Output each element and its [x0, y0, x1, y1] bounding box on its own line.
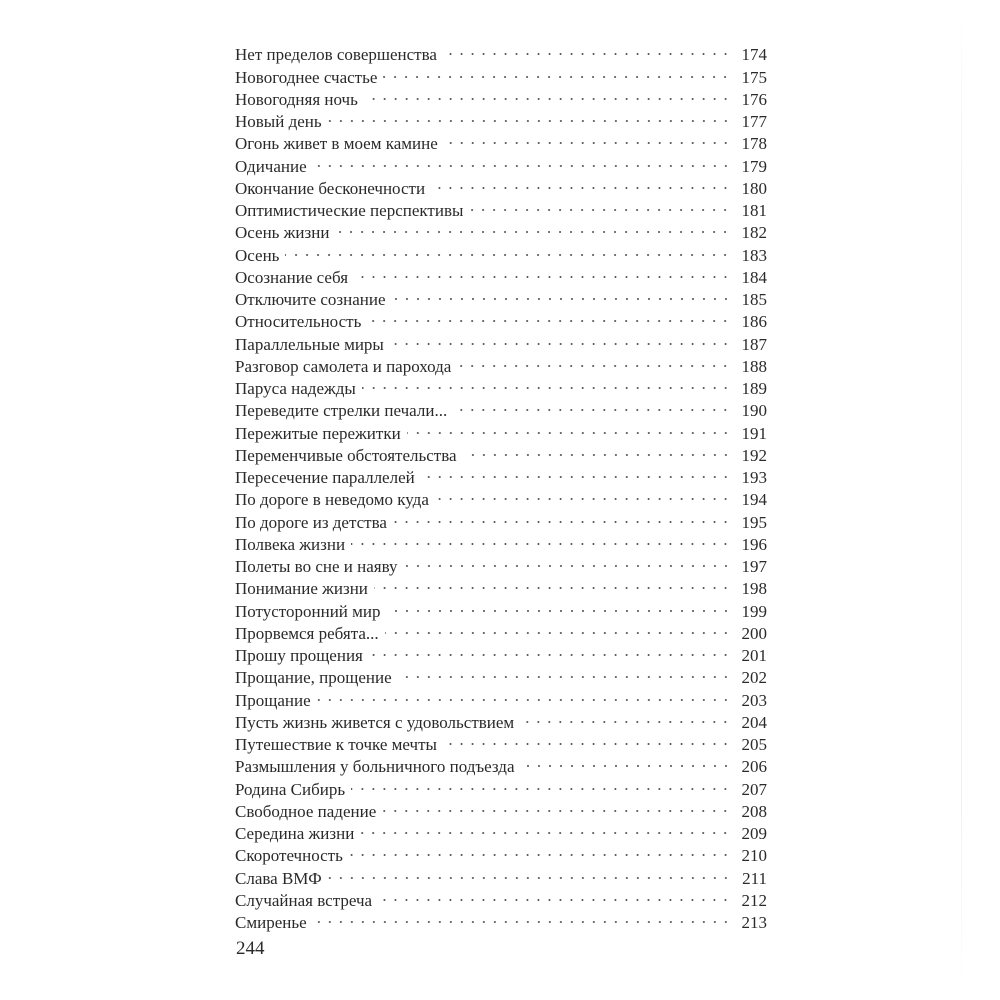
toc-entry-title: Пересечение параллелей: [235, 468, 415, 487]
toc-entry-title: Полвека жизни: [235, 534, 346, 554]
toc-entry-page: 185: [741, 290, 767, 309]
toc-dot-leader: [378, 884, 731, 906]
toc-dot-leader: [354, 261, 731, 283]
toc-entry-title: Пережитые пережитки: [235, 423, 401, 443]
toc-entry-page: 200: [741, 623, 767, 643]
toc-entry-title: Разговор самолета и парохода: [235, 356, 452, 376]
toc-entry-title: Случайная встреча: [235, 890, 373, 910]
toc-dot-leader: [404, 550, 731, 572]
toc-dot-leader: [398, 661, 731, 683]
toc-entry-page: 186: [741, 312, 767, 332]
toc-dot-leader: [392, 283, 731, 305]
page-edge-shadow: [961, 0, 962, 1000]
toc-entry-title: Новогоднее счастье: [235, 67, 378, 87]
toc-entry-title: По дороге из детства: [235, 512, 387, 532]
toc-dot-leader: [385, 617, 731, 639]
toc-entry-title: Слава ВМФ: [235, 868, 322, 888]
toc-entry: [235, 149, 767, 176]
toc-entry-page: 178: [741, 134, 767, 154]
toc-dot-leader: [407, 416, 731, 438]
toc-entry-page: 199: [741, 601, 767, 621]
toc-entry-title: Одичание: [235, 156, 307, 176]
toc-dot-leader: [313, 906, 731, 928]
toc-entry-title: Понимание жизни: [235, 579, 368, 599]
toc-dot-leader: [443, 38, 731, 60]
toc-entry-page: 190: [741, 401, 767, 421]
toc-entry-title: Осень: [235, 245, 280, 265]
toc-entry: [235, 238, 767, 265]
toc-dot-leader: [317, 683, 731, 705]
toc-dot-leader: [521, 750, 732, 772]
toc-dot-leader: [390, 327, 731, 349]
toc-entry-page: 193: [741, 468, 767, 487]
toc-dot-leader: [351, 528, 731, 550]
toc-entry-page: 205: [741, 735, 767, 754]
toc-dot-leader: [443, 728, 731, 750]
toc-dot-leader: [520, 706, 731, 728]
toc-entry-title: Свободное падение: [235, 801, 377, 821]
toc-entry-page: 182: [741, 223, 767, 243]
toc-dot-leader: [349, 839, 731, 861]
toc-dot-leader: [364, 83, 731, 105]
toc-entry-title: Прорвемся ребята...: [235, 623, 379, 643]
toc-entry-title: Прощание, прощение: [235, 668, 392, 688]
toc-dot-leader: [328, 105, 731, 127]
toc-entry-page: 212: [741, 890, 767, 910]
toc-entry: [235, 172, 767, 198]
toc-entry-title: Переменчивые обстоятельства: [235, 445, 457, 465]
page-number: 244: [236, 938, 265, 959]
toc-entry-page: 175: [741, 67, 767, 87]
toc-entry-page: 201: [741, 646, 767, 665]
toc-entry-page: 180: [741, 178, 767, 198]
toc-dot-leader: [463, 439, 731, 461]
toc-dot-leader: [469, 194, 731, 216]
toc-entry-title: Нет пределов совершенства: [235, 45, 437, 65]
toc-entry-page: 196: [741, 534, 767, 554]
toc-entry-page: 207: [741, 779, 767, 799]
toc-entry-page: 195: [741, 512, 767, 532]
toc-entry-page: 206: [741, 757, 767, 777]
toc-entry-title: Смиренье: [235, 913, 307, 932]
toc-dot-leader: [360, 817, 731, 839]
toc-entry-page: 176: [741, 89, 767, 109]
toc-entry: [235, 906, 767, 932]
toc-entry-title: Оптимистические перспективы: [235, 201, 464, 220]
toc-entry-title: Размышления у больничного подъезда: [235, 757, 515, 777]
toc-dot-leader: [313, 149, 731, 171]
toc-dot-leader: [457, 350, 731, 372]
toc-entry-title: Переведите стрелки печали...: [235, 401, 448, 421]
toc-dot-leader: [335, 216, 731, 238]
toc-entry-title: Паруса надежды: [235, 379, 356, 398]
toc-entry-page: 181: [741, 201, 767, 220]
table-of-contents: [235, 38, 767, 932]
toc-dot-leader: [367, 305, 731, 327]
toc-entry-page: 211: [742, 868, 767, 888]
toc-dot-leader: [382, 795, 731, 817]
toc-entry-title: Скоротечность: [235, 846, 343, 866]
toc-dot-leader: [383, 60, 731, 82]
toc-entry-title: Прощание: [235, 690, 311, 710]
toc-entry-title: Путешествие к точке мечты: [235, 735, 437, 754]
toc-entry-page: 189: [741, 379, 767, 398]
toc-entry-page: 202: [741, 668, 767, 688]
toc-entry-title: Осень жизни: [235, 223, 330, 243]
toc-dot-leader: [328, 861, 731, 883]
toc-dot-leader: [393, 505, 731, 527]
toc-dot-leader: [351, 772, 731, 794]
toc-entry-page: 213: [741, 913, 767, 932]
toc-entry-title: Относительность: [235, 312, 362, 332]
toc-dot-leader: [369, 639, 731, 661]
toc-entry-page: 184: [741, 267, 767, 287]
toc-entry-title: Середина жизни: [235, 824, 355, 843]
toc-entry-page: 177: [741, 112, 767, 131]
toc-entry-page: 174: [741, 45, 767, 65]
toc-entry-title: Прошу прощения: [235, 646, 363, 665]
toc-dot-leader: [453, 394, 731, 416]
toc-entry-page: 194: [741, 490, 767, 510]
toc-dot-leader: [435, 483, 731, 505]
toc-entry-title: Отключите сознание: [235, 290, 386, 309]
toc-entry-title: Параллельные миры: [235, 334, 384, 354]
toc-entry-page: 179: [741, 156, 767, 176]
toc-dot-leader: [387, 594, 731, 616]
toc-entry-title: Огонь живет в моем камине: [235, 134, 438, 154]
toc-entry-page: 209: [741, 824, 767, 843]
toc-dot-leader: [374, 572, 731, 594]
toc-entry-page: 183: [741, 245, 767, 265]
toc-entry-title: Новогодняя ночь: [235, 89, 358, 109]
toc-entry: [235, 38, 767, 65]
toc-entry-page: 187: [741, 334, 767, 354]
toc-entry-page: 188: [741, 356, 767, 376]
toc-entry-page: 210: [741, 846, 767, 866]
toc-entry: [235, 261, 767, 287]
toc-entry-page: 191: [741, 423, 767, 443]
toc-entry-page: 204: [741, 712, 767, 732]
toc-entry-title: Новый день: [235, 112, 322, 131]
toc-entry-page: 192: [741, 445, 767, 465]
toc-entry-title: Полеты во сне и наяву: [235, 557, 398, 576]
toc-entry-page: 203: [741, 690, 767, 710]
toc-entry-page: 197: [741, 557, 767, 576]
toc-entry-page: 208: [741, 801, 767, 821]
toc-dot-leader: [444, 127, 731, 149]
toc-entry-page: 198: [741, 579, 767, 599]
toc-entry-title: Окончание бесконечности: [235, 178, 426, 198]
toc-entry-title: Родина Сибирь: [235, 779, 346, 799]
toc-entry-title: По дороге в неведомо куда: [235, 490, 429, 510]
toc-dot-leader: [285, 238, 731, 260]
toc-entry-title: Пусть жизнь живется с удовольствием: [235, 712, 515, 732]
toc-dot-leader: [421, 461, 731, 483]
toc-entry-title: Потусторонний мир: [235, 601, 381, 621]
toc-dot-leader: [362, 372, 731, 394]
toc-entry-title: Осознание себя: [235, 267, 349, 287]
toc-dot-leader: [431, 172, 731, 194]
